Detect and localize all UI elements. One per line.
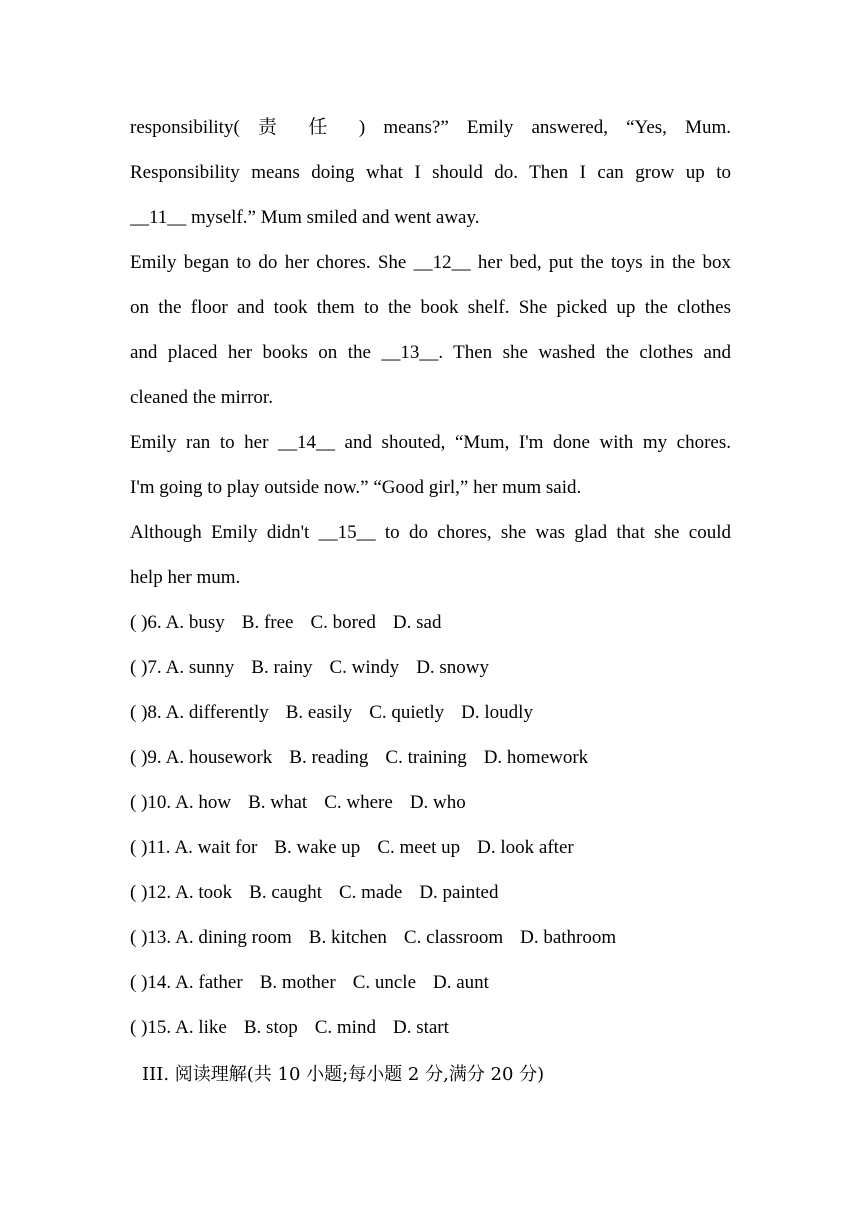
passage-line: help her mum. <box>130 567 241 588</box>
answer-option: A. busy <box>165 612 225 633</box>
answer-option: B. rainy <box>251 657 313 678</box>
question-row <box>130 1005 731 1050</box>
passage-line: responsibility( 责 任 ) means?” Emily answered, “Yes, Mum. <box>130 117 731 138</box>
answer-option: D. aunt <box>433 972 489 993</box>
question-number: ( )12. <box>130 882 172 903</box>
question-row <box>130 600 731 645</box>
answer-option: D. loudly <box>461 702 533 723</box>
answer-option: C. windy <box>329 657 400 678</box>
answer-option: B. easily <box>285 702 353 723</box>
passage-line: Responsibility means doing what I should do. Then I can grow up to <box>130 162 731 183</box>
answer-option: A. sunny <box>165 657 235 678</box>
answer-option: C. training <box>385 747 467 768</box>
answer-option: D. look after <box>477 837 574 858</box>
question-row <box>130 825 731 870</box>
section-heading: III. 阅读理解(共 10 小题;每小题 2 分,满分 20 分) <box>142 1064 545 1085</box>
question-row <box>130 645 731 690</box>
question-row <box>130 735 731 780</box>
answer-option: D. start <box>392 1017 449 1038</box>
passage-line: __11__ myself.” Mum smiled and went away. <box>130 207 480 228</box>
answer-option: C. quietly <box>369 702 445 723</box>
question-number: ( )10. <box>130 792 172 813</box>
answer-option: A. dining room <box>175 927 292 948</box>
answer-option: A. housework <box>165 747 273 768</box>
answer-option: D. bathroom <box>520 927 617 948</box>
answer-option: C. made <box>338 882 403 903</box>
question-number: ( )11. <box>130 837 171 858</box>
passage-line: Emily began to do her chores. She __12__ her bed, put the toys in the box <box>130 252 731 273</box>
question-number: ( )14. <box>130 972 172 993</box>
answer-option: D. painted <box>419 882 499 903</box>
answer-option: C. where <box>324 792 393 813</box>
question-number: ( )8. <box>130 702 162 723</box>
answer-option: D. sad <box>392 612 442 633</box>
answer-option: C. uncle <box>352 972 417 993</box>
passage-line: I'm going to play outside now.” “Good girl,” her mum said. <box>130 477 582 498</box>
question-list <box>130 600 731 1050</box>
answer-option: C. bored <box>310 612 376 633</box>
answer-option: D. snowy <box>416 657 490 678</box>
question-row <box>130 915 731 960</box>
answer-option: C. mind <box>314 1017 376 1038</box>
answer-option: B. stop <box>243 1017 298 1038</box>
document-body <box>130 105 731 1050</box>
question-number: ( )15. <box>130 1017 172 1038</box>
question-row <box>130 870 731 915</box>
answer-option: B. kitchen <box>308 927 387 948</box>
answer-option: A. how <box>175 792 232 813</box>
question-number: ( )9. <box>130 747 162 768</box>
answer-option: A. father <box>175 972 243 993</box>
passage-line: and placed her books on the __13__. Then she washed the clothes and <box>130 342 731 363</box>
answer-option: B. reading <box>289 747 369 768</box>
answer-option: B. wake up <box>274 837 361 858</box>
answer-option: B. mother <box>259 972 336 993</box>
answer-option: B. caught <box>249 882 322 903</box>
cloze-passage <box>130 105 731 600</box>
question-number: ( )7. <box>130 657 162 678</box>
question-row <box>130 780 731 825</box>
answer-option: A. took <box>175 882 233 903</box>
answer-option: A. wait for <box>174 837 258 858</box>
answer-option: C. classroom <box>403 927 504 948</box>
passage-line: on the floor and took them to the book shelf. She picked up the clothes <box>130 297 731 318</box>
question-row <box>130 960 731 1005</box>
question-number: ( )13. <box>130 927 172 948</box>
answer-option: D. homework <box>483 747 589 768</box>
answer-option: D. who <box>409 792 466 813</box>
question-row <box>130 690 731 735</box>
question-number: ( )6. <box>130 612 162 633</box>
answer-option: A. differently <box>165 702 269 723</box>
passage-line: cleaned the mirror. <box>130 387 273 408</box>
passage-line: Although Emily didn't __15__ to do chores, she was glad that she could <box>130 522 731 543</box>
passage-line: Emily ran to her __14__ and shouted, “Mum, I'm done with my chores. <box>130 432 731 453</box>
answer-option: B. what <box>248 792 308 813</box>
answer-option: C. meet up <box>377 837 461 858</box>
answer-option: B. free <box>241 612 294 633</box>
answer-option: A. like <box>175 1017 227 1038</box>
